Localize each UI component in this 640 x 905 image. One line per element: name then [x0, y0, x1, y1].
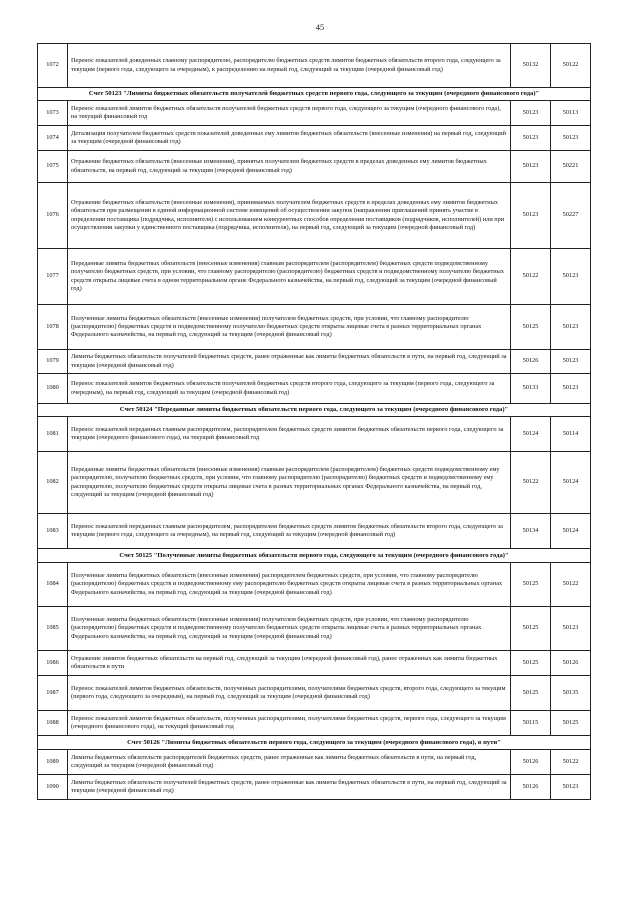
- entry-number: 1082: [38, 452, 68, 514]
- debit-account: 50123: [511, 183, 551, 249]
- entry-description: Перенос показателей переданных главным распорядителем, распорядителем бюджетных средств лимитов бюджетных обязательств второго года, следующего за текущим (первого года, следующего за очередным), на первый год, следующий за текущим (очередной финансовый год): [68, 514, 511, 549]
- entry-description: Лимиты бюджетных обязательств распорядителей бюджетных средств, ранее отраженные как лимиты бюджетных обязательств в пути, на первый год, следующий за текущим (очередной финансовый год): [68, 750, 511, 775]
- credit-account: 50123: [551, 305, 591, 350]
- entry-number: 1073: [38, 101, 68, 126]
- section-title: Счет 50124 "Переданные лимиты бюджетных обязательств первого года, следующего за текущим (очередного финансового года)": [38, 404, 591, 417]
- table-row: [38, 514, 591, 549]
- credit-account: 50135: [551, 676, 591, 711]
- table-row: [38, 101, 591, 126]
- table-row: [38, 350, 591, 374]
- debit-account: 50124: [511, 417, 551, 452]
- section-header-row: [38, 88, 591, 101]
- section-header-row: [38, 736, 591, 750]
- credit-account: 50122: [551, 750, 591, 775]
- debit-account: 50122: [511, 452, 551, 514]
- credit-account: 50221: [551, 151, 591, 183]
- accounting-entries-table: [37, 43, 591, 800]
- credit-account: 50122: [551, 44, 591, 88]
- entry-number: 1084: [38, 563, 68, 607]
- entry-description: Полученные лимиты бюджетных обязательств (внесенные изменения) получателем бюджетных средств, при условии, что главному распорядителю (распорядителю) бюджетных средств и подведомственному получателю бюджетных средств открыты лицевые счета в разных территориальных органах Федерального казначейства, на первый год, следующий за текущим (очередной финансовый год): [68, 305, 511, 350]
- section-title: Счет 50125 "Полученные лимиты бюджетных обязательств первого года, следующего за текущим (очередного финансового года)": [38, 549, 591, 563]
- entry-description: Переданные лимиты бюджетных обязательств (внесенные изменения) главным распорядителем (распорядителем) бюджетных средств подведомственному ему распорядителю, получателю бюджетных средств, при условии, что главному распорядителю (распорядителю) бюджетных средств и подведомственному ему распорядителю, получателю бюджетных средств открыты лицевые счета в разных территориальных органах Федерального казначейства, на первый год, следующий за текущим (очередной финансовый год): [68, 452, 511, 514]
- entry-description: Лимиты бюджетных обязательств получателей бюджетных средств, ранее отраженные как лимиты бюджетных обязательств в пути, на первый год, следующий за текущим (очередной финансовый год): [68, 350, 511, 374]
- credit-account: 50227: [551, 183, 591, 249]
- entry-number: 1075: [38, 151, 68, 183]
- table-row: [38, 452, 591, 514]
- table-row: [38, 651, 591, 676]
- entry-description: Перенос показателей лимитов бюджетных обязательств, полученных распорядителями, получателями бюджетных средств, первого года, следующего за текущим (очередного финансового года), на текущий финансовый год: [68, 711, 511, 736]
- section-header-row: [38, 404, 591, 417]
- section-header-row: [38, 549, 591, 563]
- entry-description: Перенос показателей лимитов бюджетных обязательств получателей бюджетных средств первого года, следующего за текущим (очередного финансового года), на текущий финансовый год: [68, 101, 511, 126]
- table-row: [38, 563, 591, 607]
- entry-number: 1074: [38, 126, 68, 151]
- debit-account: 50123: [511, 151, 551, 183]
- table-row: [38, 711, 591, 736]
- entry-description: Переданные лимиты бюджетных обязательств (внесенные изменения) главным распорядителем (распорядителем) бюджетных средств подведомственному получателю бюджетных средств, при условии, что главному распорядителю (распорядителю) бюджетных средств и подведомственному получателю бюджетных средств открыты лицевые счета в одном территориальном органе Федерального казначейства, на первый год, следующий за текущим (очередной финансовый год): [68, 249, 511, 305]
- table-row: [38, 305, 591, 350]
- debit-account: 50125: [511, 607, 551, 651]
- entry-description: Перенос показателей доведенных главному распорядителю, распорядителю бюджетных средств лимитов бюджетных обязательств второго года, следующего за текущим (первого года, следующего за очередным), к распределению на первый год, следующий за текущим (очередной финансовый год): [68, 44, 511, 88]
- entry-number: 1078: [38, 305, 68, 350]
- table-row: [38, 183, 591, 249]
- entry-number: 1088: [38, 711, 68, 736]
- entry-description: Полученные лимиты бюджетных обязательств (внесенные изменения) распорядителем бюджетных средств, при условии, что главному распорядителю (распорядителю) бюджетных средств и подведомственному ему распорядителю бюджетных средств открыты лицевые счета в разных территориальных органах Федерального казначейства, на первый год, следующий за текущим (очередной финансовый год): [68, 563, 511, 607]
- debit-account: 50125: [511, 563, 551, 607]
- debit-account: 50134: [511, 514, 551, 549]
- debit-account: 50123: [511, 126, 551, 151]
- debit-account: 50115: [511, 711, 551, 736]
- entry-description: Перенос показателей лимитов бюджетных обязательств получателей бюджетных средств второго года, следующего за текущим (первого года, следующего за очередным), на первый год, следующий за текущим (очередной финансовый год): [68, 374, 511, 404]
- entry-description: Перенос показателей лимитов бюджетных обязательств, полученных распорядителями, получателями бюджетных средств, второго года, следующего за текущим (первого года, следующего за очередным), на первый год, следующий за текущим (очередной финансовый год): [68, 676, 511, 711]
- credit-account: 50126: [551, 651, 591, 676]
- entry-description: Перенос показателей переданных главным распорядителем, распорядителем бюджетных средств лимитов бюджетных обязательств первого года, следующего за текущим (очередного финансового года), на текущий финансовый год: [68, 417, 511, 452]
- entry-description: Отражение бюджетных обязательств (внесенные изменения), принятых получателем бюджетных средств в пределах доведенных ему лимитов бюджетных обязательств, на первый год, следующий за текущим (очередной финансовый год): [68, 151, 511, 183]
- debit-account: 50125: [511, 651, 551, 676]
- entry-description: Детализация получателем бюджетных средств показателей доведенных ему лимитов бюджетных обязательств (внесенные изменения) на первый год, следующий за текущим (очередной финансовый год): [68, 126, 511, 151]
- table-row: [38, 249, 591, 305]
- credit-account: 50113: [551, 101, 591, 126]
- page-number: 45: [315, 22, 325, 32]
- entry-number: 1085: [38, 607, 68, 651]
- table-row: [38, 151, 591, 183]
- debit-account: 50133: [511, 374, 551, 404]
- entry-description: Отражение бюджетных обязательств (внесенные изменения), принимаемых получателем бюджетных средств в пределах доведенных ему лимитов бюджетных обязательств при размещении в единой информационной системе извещений об осуществлении закупок (направлении приглашений принять участие в определении поставщика (подрядчика, исполнителя) с использованием конкурентных способов определения поставщиков (подрядчиков, исполнителей) или при осуществлении закупки у единственного поставщика (подрядчика, исполнителя), на первый год, следующий за текущим (очередной финансовый год): [68, 183, 511, 249]
- credit-account: 50123: [551, 350, 591, 374]
- debit-account: 50126: [511, 750, 551, 775]
- credit-account: 50124: [551, 452, 591, 514]
- entry-number: 1079: [38, 350, 68, 374]
- debit-account: 50125: [511, 676, 551, 711]
- table-row: [38, 417, 591, 452]
- table-row: [38, 775, 591, 800]
- table-row: [38, 126, 591, 151]
- table-row: [38, 676, 591, 711]
- debit-account: 50132: [511, 44, 551, 88]
- entry-number: 1076: [38, 183, 68, 249]
- credit-account: 50123: [551, 374, 591, 404]
- entry-description: Полученные лимиты бюджетных обязательств (внесенные изменения) получателем бюджетных средств, при условии, что главному распорядителю (распорядителю) бюджетных средств и подведомственному получателю бюджетных средств открыты лицевые счета в разных территориальных органах Федерального казначейства, на первый год, следующий за текущим (очередной финансовый год): [68, 607, 511, 651]
- entry-number: 1086: [38, 651, 68, 676]
- credit-account: 50123: [551, 249, 591, 305]
- credit-account: 50123: [551, 775, 591, 800]
- entry-number: 1090: [38, 775, 68, 800]
- table-row: [38, 44, 591, 88]
- debit-account: 50126: [511, 350, 551, 374]
- credit-account: 50123: [551, 607, 591, 651]
- entry-number: 1080: [38, 374, 68, 404]
- debit-account: 50125: [511, 305, 551, 350]
- section-title: Счет 50123 "Лимиты бюджетных обязательств получателей бюджетных средств первого года, следующего за текущим (очередного финансового года)": [38, 88, 591, 101]
- table-row: [38, 750, 591, 775]
- credit-account: 50122: [551, 563, 591, 607]
- entry-number: 1077: [38, 249, 68, 305]
- credit-account: 50124: [551, 514, 591, 549]
- credit-account: 50125: [551, 711, 591, 736]
- table-row: [38, 607, 591, 651]
- entry-description: Лимиты бюджетных обязательств получателей бюджетных средств, ранее отраженные как лимиты бюджетных обязательств в пути, на первый год, следующий за текущим (очередной финансовый год): [68, 775, 511, 800]
- debit-account: 50123: [511, 101, 551, 126]
- entry-description: Отражение лимитов бюджетных обязательств на первый год, следующий за текущим (очередной финансовый год), ранее отраженных как лимиты бюджетных обязательств в пути: [68, 651, 511, 676]
- debit-account: 50126: [511, 775, 551, 800]
- entry-number: 1072: [38, 44, 68, 88]
- entry-number: 1087: [38, 676, 68, 711]
- entry-number: 1089: [38, 750, 68, 775]
- section-title: Счет 50126 "Лимиты бюджетных обязательств первого года, следующего за текущим (очередного финансового года), в пути": [38, 736, 591, 750]
- entry-number: 1081: [38, 417, 68, 452]
- credit-account: 50123: [551, 126, 591, 151]
- debit-account: 50122: [511, 249, 551, 305]
- table-row: [38, 374, 591, 404]
- entry-number: 1083: [38, 514, 68, 549]
- credit-account: 50114: [551, 417, 591, 452]
